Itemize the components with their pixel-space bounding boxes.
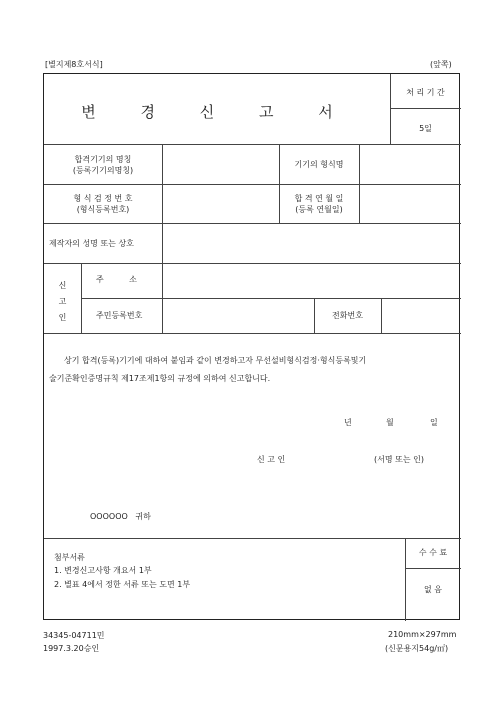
divider <box>162 263 163 333</box>
divider <box>81 298 461 299</box>
cert-date-label: 합 격 연 월 일 (등록 연월일) <box>294 194 344 214</box>
date-day-label: 일 <box>430 418 438 427</box>
divider <box>405 568 461 569</box>
address-label: 주 소 <box>96 275 137 284</box>
page-title: 변 경 신 고 서 <box>81 103 353 121</box>
divider <box>390 108 461 109</box>
divider <box>359 144 360 224</box>
divider <box>162 144 163 263</box>
divider <box>44 144 461 145</box>
divider <box>381 298 382 333</box>
divider <box>44 223 461 224</box>
form-code: 34345-04711민 <box>43 631 105 640</box>
attachments-title: 첨부서류 <box>54 553 85 562</box>
divider <box>44 538 461 539</box>
divider <box>44 333 461 334</box>
paper-size: 210mm×297mm <box>388 630 457 639</box>
attachment-item-2: 2. 별표 4에서 정한 서류 또는 도면 1부 <box>54 580 191 589</box>
form-number: [별지제8호서식] <box>45 60 103 69</box>
attachment-item-1: 1. 변경신고사항 개요서 1부 <box>54 566 152 575</box>
device-name-label: 합격기기의 명칭 (등록기기의명칭) <box>72 155 134 175</box>
date-month-label: 월 <box>386 418 394 427</box>
signature-note: (서명 또는 인) <box>374 455 424 464</box>
processing-period-label: 처 리 기 간 <box>406 88 445 97</box>
processing-period-value: 5일 <box>419 124 432 133</box>
model-name-label: 기기의 형식명 <box>294 160 344 169</box>
page-side-label: (앞쪽) <box>430 60 452 69</box>
divider <box>44 263 461 264</box>
cert-number-label: 형 식 검 정 번 호 (형식등록번호) <box>73 194 133 214</box>
fee-label: 수 수 료 <box>418 548 448 557</box>
paper-type: (신문용지54g/㎡) <box>385 644 449 653</box>
divider <box>81 263 82 333</box>
fee-value: 없 음 <box>424 585 442 594</box>
phone-label: 전화번호 <box>332 311 363 320</box>
recipient-label: OOOOOO 귀하 <box>90 512 151 521</box>
divider <box>44 184 461 185</box>
application-form <box>43 73 460 620</box>
statement-line-1: 상기 합격(등록)기기에 대하여 붙임과 같이 변경하고자 무선설비형식검정·형식등록및기 <box>64 356 367 365</box>
statement-line-2: 술기준확인증명규칙 제17조제1항의 규정에 의하여 신고합니다. <box>49 374 271 383</box>
approval-date: 1997.3.20승인 <box>43 644 100 653</box>
signer-label: 신 고 인 <box>257 455 286 464</box>
applicant-side-label: 신 고 인 <box>58 281 67 322</box>
resident-number-label: 주민등록번호 <box>96 311 143 320</box>
manufacturer-label: 제작자의 성명 또는 상호 <box>49 239 134 248</box>
date-year-label: 년 <box>344 418 352 427</box>
